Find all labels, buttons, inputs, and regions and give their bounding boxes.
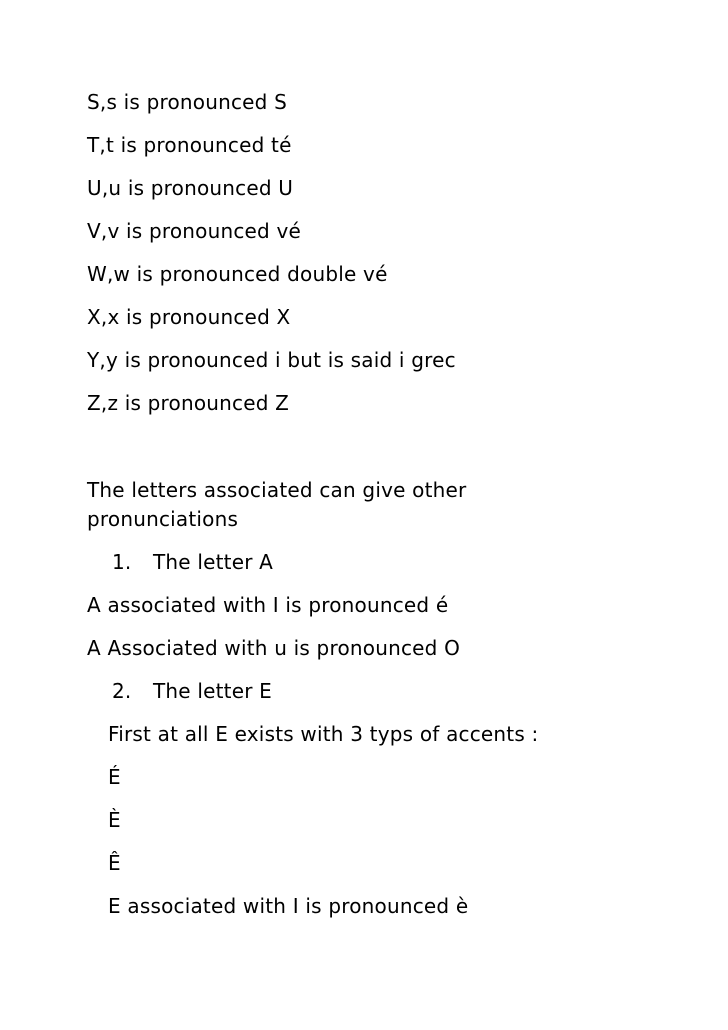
accent-acute: É — [108, 765, 121, 789]
section-e-rule: E associated with I is pronounced è — [108, 894, 469, 918]
intro-line-1: The letters associated can give other — [87, 478, 467, 502]
alphabet-line-y: Y,y is pronounced i but is said i grec — [87, 348, 456, 372]
accent-circumflex: Ê — [108, 851, 121, 875]
section-a-number: 1. — [112, 550, 132, 574]
alphabet-line-v: V,v is pronounced vé — [87, 219, 302, 243]
section-a-rule-2: A Associated with u is pronounced O — [87, 636, 461, 660]
section-e-number: 2. — [112, 679, 132, 703]
alphabet-line-t: T,t is pronounced té — [87, 133, 292, 157]
section-a-title: The letter A — [153, 550, 274, 574]
alphabet-line-w: W,w is pronounced double vé — [87, 262, 388, 286]
alphabet-line-s: S,s is pronounced S — [87, 90, 287, 114]
section-e-title: The letter E — [153, 679, 273, 703]
alphabet-line-z: Z,z is pronounced Z — [87, 391, 290, 415]
section-a-rule-1: A associated with I is pronounced é — [87, 593, 449, 617]
intro-line-2: pronunciations — [87, 507, 239, 531]
accent-grave: È — [108, 808, 121, 832]
alphabet-line-x: X,x is pronounced X — [87, 305, 291, 329]
alphabet-line-u: U,u is pronounced U — [87, 176, 294, 200]
section-e-intro: First at all E exists with 3 typs of accents : — [108, 722, 539, 746]
